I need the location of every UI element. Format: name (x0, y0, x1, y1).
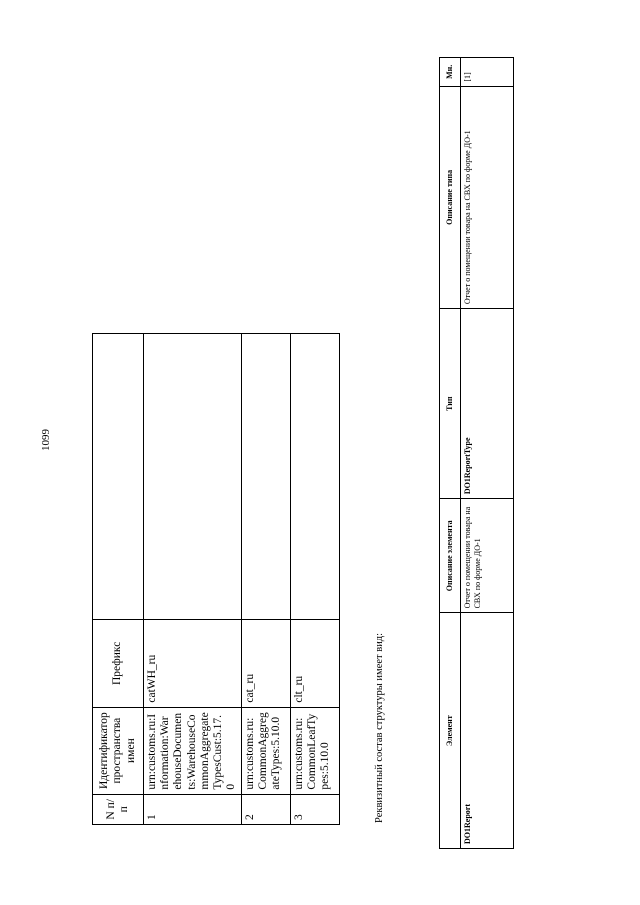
header-element: Элемент (440, 613, 461, 849)
table-row (241, 334, 290, 825)
page-number: 1099 (40, 429, 52, 451)
namespace-table (92, 333, 340, 825)
header-n: N п/п (93, 794, 144, 824)
header-multiplicity: Мн. (440, 58, 461, 87)
empty-cell (241, 334, 290, 620)
header-namespace-id: Идентификатор пространства имен (93, 707, 144, 794)
structure-table (439, 57, 514, 849)
header-prefix: Префикс (93, 620, 144, 708)
namespace-prefix: clt_ru (290, 620, 339, 708)
header-type: Тип (440, 309, 461, 499)
namespace-id: urn:customs.ru:CommonAggregateTypes:5.10.0 (241, 707, 290, 794)
row-number: 2 (241, 794, 290, 824)
element-name: DO1Report (461, 613, 514, 849)
row-number: 1 (144, 794, 242, 824)
multiplicity: [1] (461, 58, 514, 87)
table-row (144, 334, 242, 825)
empty-cell (144, 334, 242, 620)
element-description: Отчет о помещении товара на СВХ по форме ДО-1 (461, 499, 514, 613)
table-row (290, 334, 339, 825)
empty-cell (290, 334, 339, 620)
header-element-desc: Описание элемента (440, 499, 461, 613)
namespace-prefix: catWH_ru (144, 620, 242, 708)
namespace-prefix: cat_ru (241, 620, 290, 708)
namespace-table-header (93, 334, 144, 825)
header-type-desc: Описание типа (440, 86, 461, 308)
type-name: DO1ReportType (461, 309, 514, 499)
table-row (461, 58, 514, 849)
structure-table-header (440, 58, 461, 849)
header-spacer (93, 334, 144, 620)
namespace-id: urn:customs.ru:CommonLeafTypes:5.10.0 (290, 707, 339, 794)
namespace-id: urn:customs.ru:Information:WarehouseDocuments:WarehouseCommonAggregateTypesCust:5.17.0 (144, 707, 242, 794)
row-number: 3 (290, 794, 339, 824)
intro-text: Реквизитный состав структуры имеет вид: (374, 632, 385, 823)
type-description: Отчет о помещении товара на СВХ по форме ДО-1 (461, 86, 514, 308)
